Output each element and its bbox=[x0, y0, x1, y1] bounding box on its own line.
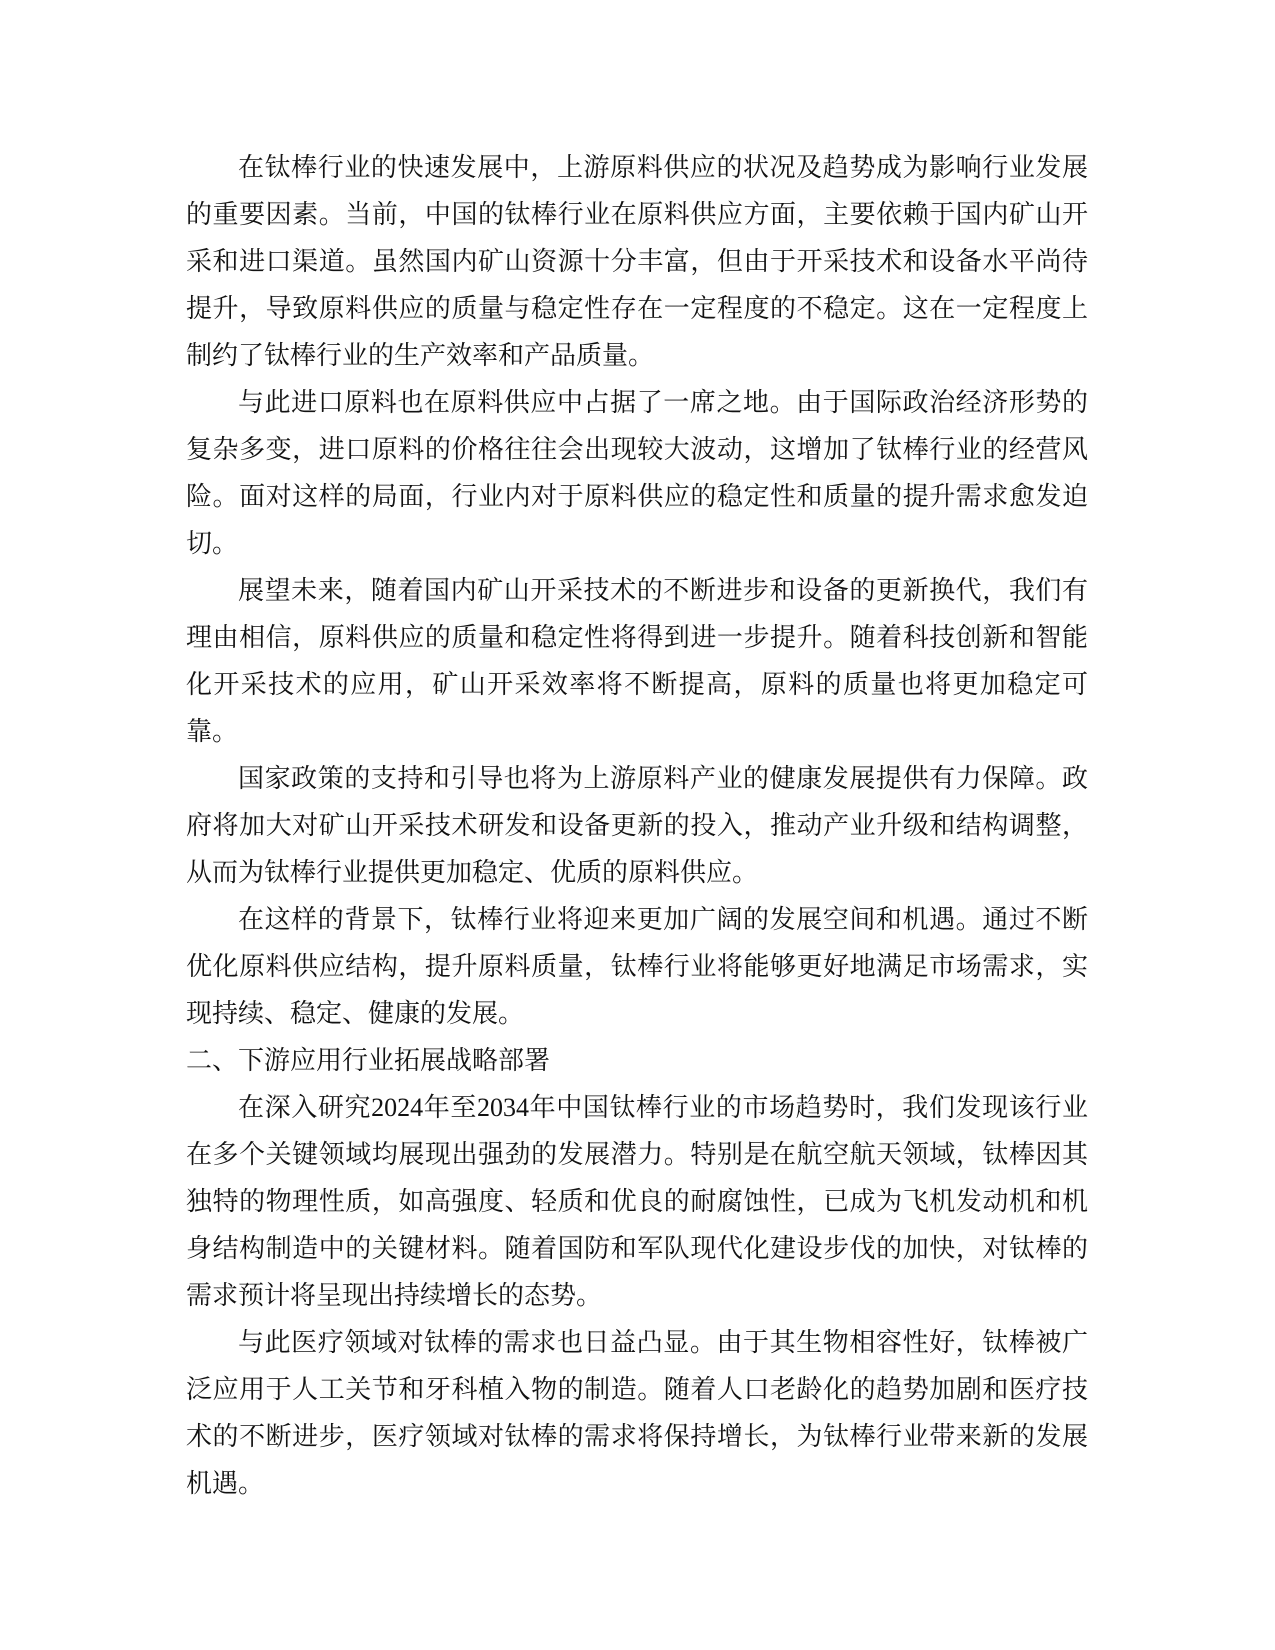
document-body bbox=[186, 144, 1088, 1507]
paragraph: 与此进口原料也在原料供应中占据了一席之地。由于国际政治经济形势的复杂多变，进口原料的价格往往会出现较大波动，这增加了钛棒行业的经营风险。面对这样的局面，行业内对于原料供应的稳定性和质量的提升需求愈发迫切。 bbox=[186, 388, 1088, 558]
paragraph: 在钛棒行业的快速发展中，上游原料供应的状况及趋势成为影响行业发展的重要因素。当前，中国的钛棒行业在原料供应方面，主要依赖于国内矿山开采和进口渠道。虽然国内矿山资源十分丰富，但由于开采技术和设备水平尚待提升，导致原料供应的质量与稳定性存在一定程度的不稳定。这在一定程度上制约了钛棒行业的生产效率和产品质量。 bbox=[186, 153, 1088, 370]
paragraph: 国家政策的支持和引导也将为上游原料产业的健康发展提供有力保障。政府将加大对矿山开采技术研发和设备更新的投入，推动产业升级和结构调整，从而为钛棒行业提供更加稳定、优质的原料供应。 bbox=[186, 764, 1088, 887]
paragraph: 在深入研究2024年至2034年中国钛棒行业的市场趋势时，我们发现该行业在多个关键领域均展现出强劲的发展潜力。特别是在航空航天领域，钛棒因其独特的物理性质，如高强度、轻质和优良的耐腐蚀性，已成为飞机发动机和机身结构制造中的关键材料。随着国防和军队现代化建设步伐的加快，对钛棒的需求预计将呈现出持续增长的态势。 bbox=[186, 1093, 1088, 1310]
paragraph: 在这样的背景下，钛棒行业将迎来更加广阔的发展空间和机遇。通过不断优化原料供应结构，提升原料质量，钛棒行业将能够更好地满足市场需求，实现持续、稳定、健康的发展。 bbox=[186, 905, 1088, 1028]
paragraph: 与此医疗领域对钛棒的需求也日益凸显。由于其生物相容性好，钛棒被广泛应用于人工关节和牙科植入物的制造。随着人口老龄化的趋势加剧和医疗技术的不断进步，医疗领域对钛棒的需求将保持增长，为钛棒行业带来新的发展机遇。 bbox=[186, 1328, 1088, 1498]
section-heading: 二、下游应用行业拓展战略部署 bbox=[186, 1046, 551, 1075]
paragraph: 展望未来，随着国内矿山开采技术的不断进步和设备的更新换代，我们有理由相信，原料供应的质量和稳定性将得到进一步提升。随着科技创新和智能化开采技术的应用，矿山开采效率将不断提高，原料的质量也将更加稳定可靠。 bbox=[186, 576, 1088, 746]
